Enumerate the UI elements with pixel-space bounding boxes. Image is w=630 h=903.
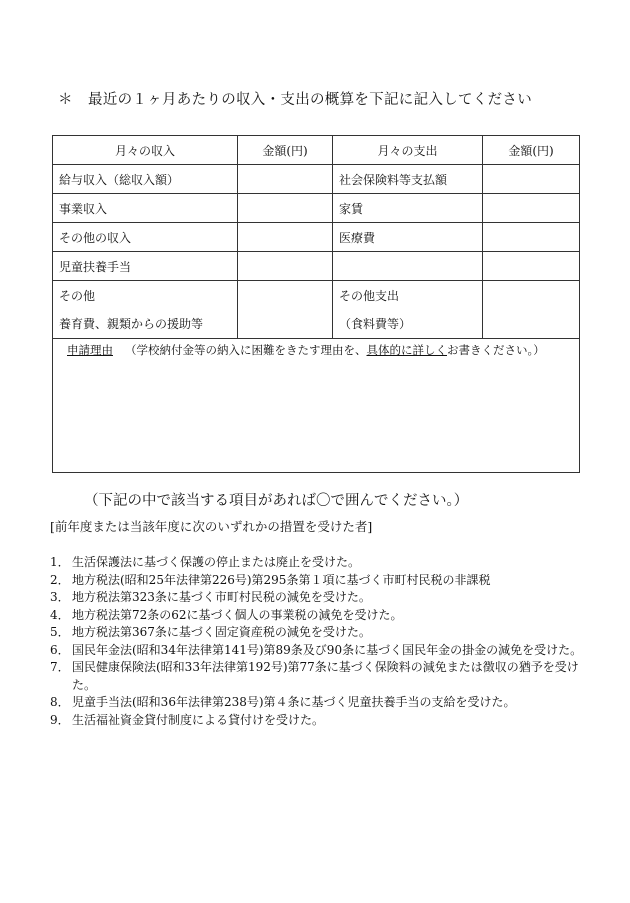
- criteria-header: [前年度または当該年度に次のいずれかの措置を受けた者]: [50, 519, 373, 534]
- income-amount-field[interactable]: [238, 165, 333, 194]
- list-item[interactable]: [50, 589, 590, 607]
- income-other-line1: その他: [59, 288, 96, 303]
- expense-amount-field[interactable]: [483, 194, 580, 223]
- item-text: 地方税法第367条に基づく固定資産税の減免を受けた。: [72, 625, 371, 639]
- income-amount-field[interactable]: [238, 194, 333, 223]
- reason-emphasis: 具体的に詳しく: [366, 343, 447, 357]
- item-number: 6．: [50, 642, 70, 657]
- expense-amount-field[interactable]: [483, 281, 580, 339]
- income-label: その他の収入: [53, 223, 238, 252]
- expense-label: 社会保険料等支払額: [333, 165, 483, 194]
- list-item[interactable]: [50, 712, 590, 730]
- item-text: 地方税法第72条の62に基づく個人の事業税の減免を受けた。: [72, 607, 403, 622]
- table-row: [53, 252, 580, 281]
- header-income: 月々の収入: [53, 136, 238, 165]
- table-row: [53, 165, 580, 194]
- list-item[interactable]: [50, 554, 590, 572]
- table-row: [53, 194, 580, 223]
- item-text: 国民年金法(昭和34年法律第141号)第89条及び90条に基づく国民年金の掛金の減免を受けた。: [72, 642, 583, 657]
- expense-amount-field[interactable]: [483, 223, 580, 252]
- expense-label: [333, 252, 483, 281]
- header-expense-amount: 金額(円): [483, 136, 580, 165]
- income-label: 給与収入（総収入額）: [53, 165, 238, 194]
- table-row: [53, 223, 580, 252]
- expense-other-line2: （食料費等）: [339, 316, 412, 331]
- item-number: 4．: [50, 607, 70, 622]
- expense-label: 家賃: [333, 194, 483, 223]
- income-label: 事業収入: [53, 194, 238, 223]
- list-item[interactable]: [50, 642, 590, 660]
- asterisk-marker: ＊: [58, 92, 73, 108]
- reason-instruction: [59, 342, 573, 358]
- item-text: 地方税法第323条に基づく市町村民税の減免を受けた。: [72, 590, 371, 604]
- header-expense: 月々の支出: [333, 136, 483, 165]
- income-label-other: [53, 281, 238, 339]
- item-text: 国民健康保険法(昭和33年法律第192号)第77条に基づく保険料の減免または徴収の猶予を受けた。: [72, 660, 579, 692]
- income-amount-field[interactable]: [238, 252, 333, 281]
- table-header-row: [53, 136, 580, 165]
- expense-amount-field[interactable]: [483, 165, 580, 194]
- item-number: 3．: [50, 590, 70, 604]
- item-text: 生活福祉資金貸付制度による貸付けを受けた。: [72, 712, 325, 727]
- income-expense-table: [52, 135, 580, 473]
- list-item[interactable]: [50, 624, 590, 642]
- income-label: 児童扶養手当: [53, 252, 238, 281]
- criteria-list: [50, 554, 590, 729]
- expense-label: 医療費: [333, 223, 483, 252]
- table-row: [53, 281, 580, 339]
- list-item[interactable]: [50, 659, 590, 694]
- item-number: 9．: [50, 712, 70, 727]
- instruction-text: 最近の１ヶ月あたりの収入・支出の概算を下記に記入してください: [88, 92, 532, 108]
- select-instruction: （下記の中で該当する項目があれば〇で囲んでください。）: [84, 493, 469, 509]
- item-text: 生活保護法に基づく保護の停止または廃止を受けた。: [72, 555, 361, 569]
- item-number: 8．: [50, 695, 70, 709]
- reason-field[interactable]: [53, 339, 580, 473]
- reason-text-after: お書きください。）: [447, 343, 545, 357]
- income-amount-field[interactable]: [238, 223, 333, 252]
- item-number: 2．: [50, 572, 70, 587]
- item-number: 5．: [50, 625, 70, 639]
- instruction-heading: [58, 88, 532, 109]
- reason-text-before: （学校納付金等の納入に困難をきたす理由を、: [125, 343, 367, 357]
- list-item[interactable]: [50, 607, 590, 625]
- list-item[interactable]: [50, 694, 590, 712]
- item-number: 7．: [50, 660, 70, 674]
- reason-row: [53, 339, 580, 473]
- list-item[interactable]: [50, 572, 590, 590]
- income-amount-field[interactable]: [238, 281, 333, 339]
- item-text: 地方税法(昭和25年法律第226号)第295条第１項に基づく市町村民税の非課税: [72, 572, 491, 587]
- header-income-amount: 金額(円): [238, 136, 333, 165]
- expense-amount-field[interactable]: [483, 252, 580, 281]
- item-text: 児童手当法(昭和36年法律第238号)第４条に基づく児童扶養手当の支給を受けた。: [72, 695, 516, 709]
- expense-other-line1: その他支出: [339, 288, 400, 303]
- expense-label-other: [333, 281, 483, 339]
- income-other-line2: 養育費、親類からの援助等: [59, 316, 204, 331]
- reason-label: 申請理由: [67, 343, 113, 357]
- item-number: 1．: [50, 555, 70, 569]
